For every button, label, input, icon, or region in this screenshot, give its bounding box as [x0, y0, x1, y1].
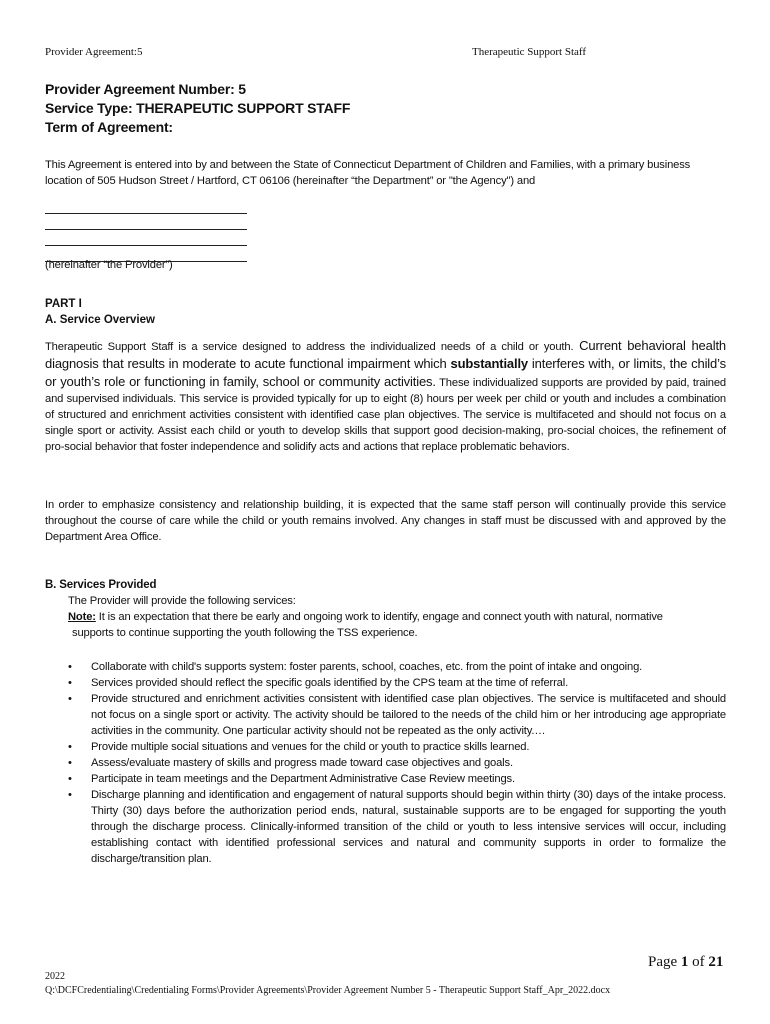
page-total: 21	[708, 954, 724, 970]
term-title: Term of Agreement:	[45, 119, 173, 135]
bullet-text: Provide structured and enrichment activities consistent with identified case plan objectives. The service is multifaceted and should not focus on a single sport or activity. The activity should be tailored to the needs of the child him or her introducing age appropriate activities in the community. One particular activity should not be repeated as the only activity.…	[91, 693, 726, 737]
bullet-text: Assess/evaluate mastery of skills and progress made toward case objectives and goals.	[91, 757, 513, 769]
bullet-icon: •	[68, 757, 72, 769]
bullet-icon: •	[68, 773, 72, 785]
page-current: 1	[680, 954, 689, 970]
note-continuation: supports to continue supporting the youth following the TSS experience.	[72, 627, 418, 639]
overview-sentence-4: These individualized supports are provided by paid, trained and supervised individuals. This service is provided typically for up to eight (8) hours per week per child or youth and includes a combination of structured and enrichment activities consistent with identified case plan objectives. The service is multifaceted and should not focus on a single sport or activity. Assist each child or youth to develop skills that support good decision-making, pro-social choices, the refinement of pro-social behavior that foster independence and solidify acts and actions that replace problematic behaviors.	[45, 377, 727, 453]
bullet-text: Discharge planning and identification and engagement of natural supports should begin within thirty (30) days of the intake process. Thirty (30) days before the authorization period ends, natural, sustainable supports are to be engaged for supporting the youth through the discharge process. Clinically-informed transition of the child or youth to less intensive services will occur, including establishing contact with identified professional services and natural and community supports in order to formalize the discharge/transition plan.	[91, 789, 726, 865]
blank-line	[45, 230, 247, 246]
note-label: Note:	[68, 611, 96, 623]
overview-sentence-3: interferes with, or limits, the child’s or youth’s role or functioning in family, school or community activities.	[45, 356, 726, 389]
section-a-heading: A. Service Overview	[45, 314, 155, 326]
section-b	[45, 577, 726, 641]
list-item	[45, 691, 726, 739]
note-text: It is an expectation that there be early and ongoing work to identify, engage and connect youth with natural, normative	[95, 611, 663, 623]
section-b-intro: The Provider will provide the following services:	[68, 595, 296, 607]
part-label: PART I	[45, 298, 82, 310]
page-number	[648, 954, 723, 971]
hereinafter-provider: (hereinafter “the Provider”)	[45, 259, 173, 271]
bullet-icon: •	[68, 693, 72, 705]
overview-sentence-2: Current behavioral health diagnosis that results in moderate to acute functional impairment which	[45, 338, 726, 371]
list-item	[45, 755, 726, 771]
bullet-icon: •	[68, 741, 72, 753]
intro-paragraph: This Agreement is entered into by and between the State of Connecticut Department of Children and Families, with a primary business location of 505 Hudson Street / Hartford, CT 06106 (hereinafter “the Department” or "the Agency") and	[45, 159, 691, 187]
blank-line	[45, 198, 247, 214]
list-item	[45, 659, 726, 675]
bullet-icon: •	[68, 661, 72, 673]
title-block	[45, 80, 350, 137]
header-left: Provider Agreement:5	[45, 46, 143, 58]
bullet-text: Participate in team meetings and the Department Administrative Case Review meetings.	[91, 773, 515, 785]
bullet-text: Provide multiple social situations and venues for the child or youth to practice skills learned.	[91, 741, 530, 753]
page-word: Page	[648, 954, 681, 970]
bullet-icon: •	[68, 677, 72, 689]
list-item	[45, 771, 726, 787]
footer-file-path: Q:\DCFCredentialing\Credentialing Forms\Provider Agreements\Provider Agreement Number 5 - Therapeutic Support Staff_Apr_2022.docx	[45, 985, 611, 996]
section-b-heading: B. Services Provided	[45, 579, 157, 591]
note-line	[45, 609, 726, 625]
service-type-title: Service Type: THERAPEUTIC SUPPORT STAFF	[45, 100, 351, 116]
list-item	[45, 675, 726, 691]
agreement-number-title: Provider Agreement Number: 5	[45, 81, 246, 97]
consistency-paragraph: In order to emphasize consistency and relationship building, it is expected that the same staff person will continually provide this service throughout the course of care while the child or youth remains involved. Any changes in staff must be discussed with and approved by the Department Area Office.	[45, 499, 726, 543]
header-right: Therapeutic Support Staff	[472, 46, 587, 58]
bullet-text: Collaborate with child's supports system: foster parents, school, coaches, etc. from the point of intake and ongoing.	[91, 661, 643, 673]
bullet-icon: •	[68, 789, 72, 801]
provider-blank-lines	[45, 198, 247, 262]
services-bullet-list	[45, 659, 726, 867]
page-of: of	[688, 954, 709, 970]
service-overview-paragraph	[45, 337, 726, 455]
blank-line	[45, 214, 247, 230]
bullet-text: Services provided should reflect the specific goals identified by the CPS team at the time of referral.	[91, 677, 569, 689]
overview-sentence-1: Therapeutic Support Staff is a service designed to address the individualized needs of a child or youth.	[45, 341, 574, 353]
list-item	[45, 739, 726, 755]
list-item	[45, 787, 726, 867]
footer-year: 2022	[45, 971, 65, 982]
overview-emphasis: substantially	[450, 356, 529, 371]
part-heading	[45, 296, 155, 328]
